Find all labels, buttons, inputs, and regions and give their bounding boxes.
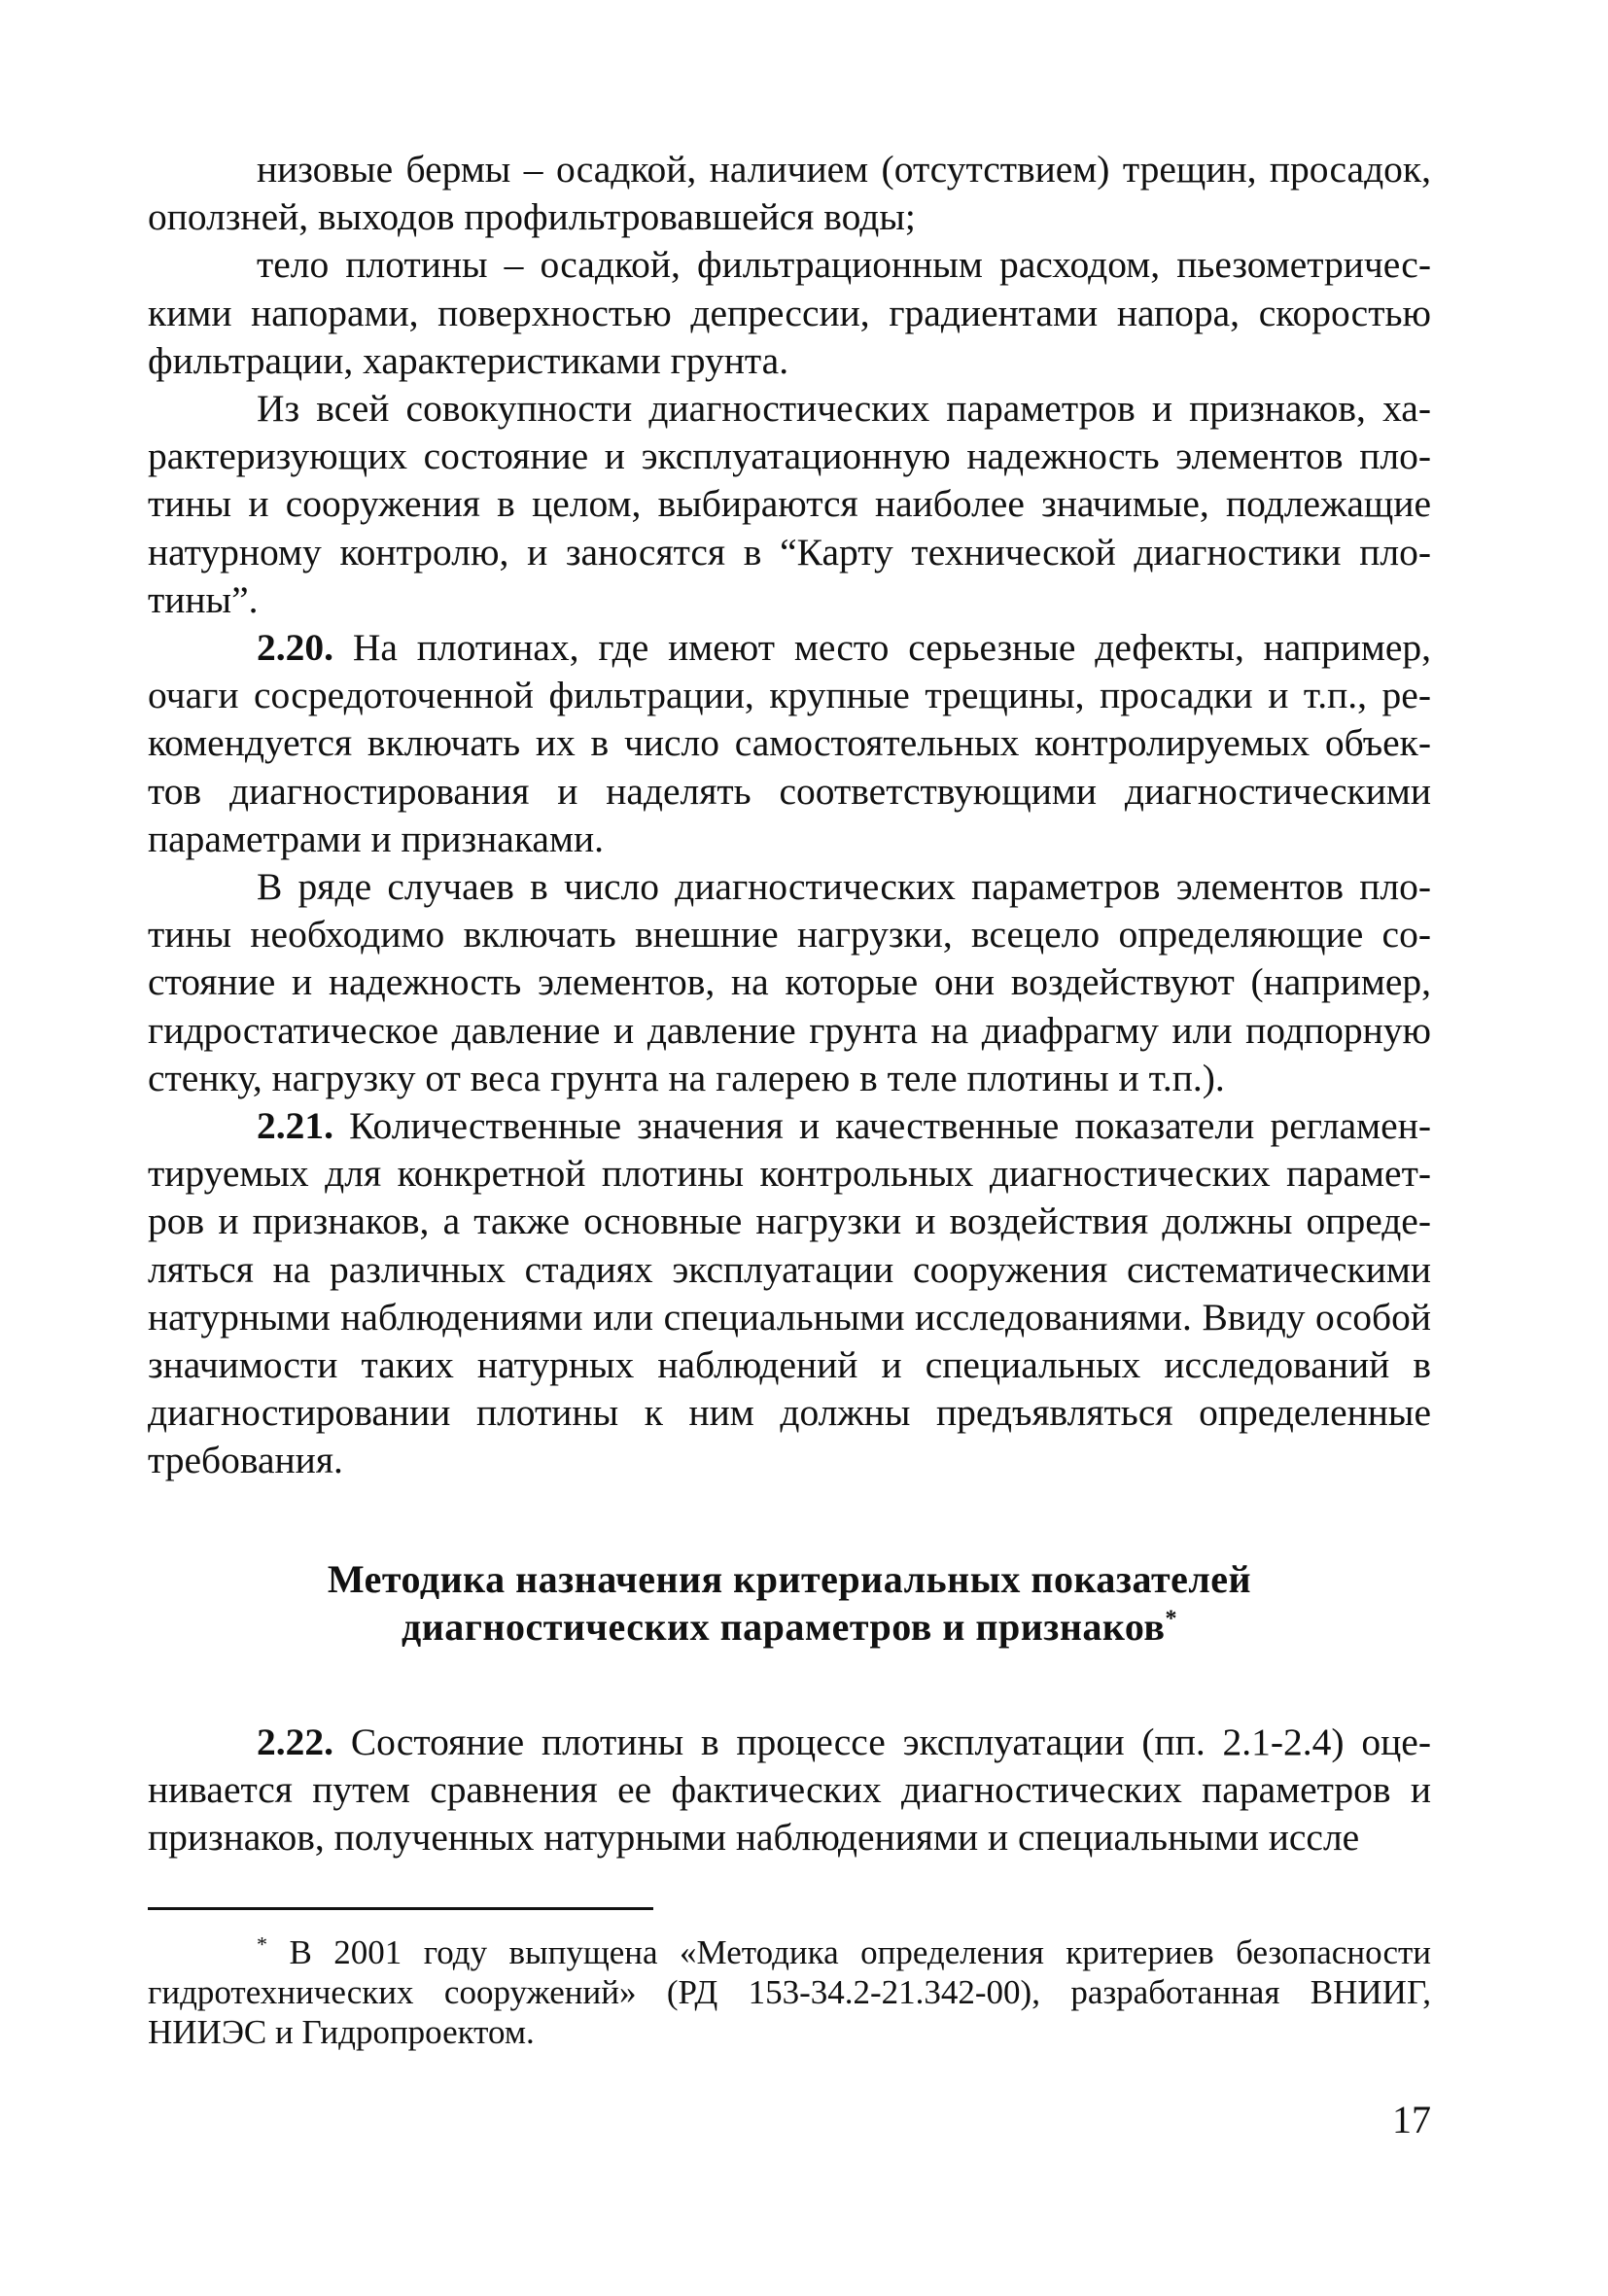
- paragraph-text: На плотинах, где имеют место серьезные дефекты, например, очаги сосредоточенной фильтрации, крупные трещины, просадки и т.п., рекомендуется включать их в число самостоятельных контролируемых объектов диагностирования и наделять соответствующими диагностическими параметрами и признаками.: [148, 626, 1431, 860]
- paragraph-dam-body: [148, 241, 1431, 385]
- footnote: [148, 1932, 1431, 2052]
- footnote-marker: *: [257, 1931, 267, 1957]
- section-heading-line-2: [148, 1603, 1431, 1651]
- paragraph-2-22: [148, 1719, 1431, 1862]
- section-heading-line-2-text: диагностических параметров и признаков: [401, 1604, 1166, 1649]
- clause-number: 2.22.: [257, 1720, 333, 1763]
- clause-number: 2.21.: [257, 1104, 333, 1148]
- paragraph-text: Количественные значения и качественные показатели регламентируемых для конкретной плотины контрольных диагностических параметров и признаков, а также основные нагрузки и воздействия должны определяться на различных стадиях эксплуатации сооружения систематическими натурными наблюдениями или специальными исследованиями. Ввиду особой значимости таких натурных наблюдений и специальных исследований в диагностировании плотины к ним должны предъявляться определенные требования.: [148, 1104, 1431, 1482]
- section-heading: [148, 1555, 1431, 1651]
- paragraph-text: Из всей совокупности диагностических параметров и признаков, характеризующих состояние и эксплуатационную надежность элементов плотины и сооружения в целом, выбираются наиболее значимые, подлежащие натурному контролю, и заносятся в “Карту технической диагностики плотины”.: [148, 387, 1431, 621]
- paragraph-text: В ряде случаев в число диагностических параметров элементов плотины необходимо включать внешние нагрузки, всецело определяющие состояние и надежность элементов, на которые они воздействуют (например, гидростатическое давление и давление грунта на диафрагму или подпорную стенку, нагрузку от веса грунта на галерею в теле плотины и т.п.).: [148, 865, 1431, 1099]
- footnote-divider: [148, 1907, 653, 1910]
- paragraph-downstream-berms: [148, 146, 1431, 241]
- paragraph-2-21: [148, 1102, 1431, 1485]
- paragraph-2-20: [148, 624, 1431, 863]
- section-heading-line-1: Методика назначения критериальных показателей: [327, 1556, 1252, 1601]
- paragraph-text: низовые бермы – осадкой, наличием (отсутствием) трещин, просадок, оползней, выходов профильтровавшейся воды;: [148, 148, 1431, 239]
- footnote-reference-marker: *: [1165, 1606, 1177, 1632]
- paragraph-diagnostic-selection: [148, 385, 1431, 624]
- paragraph-text: тело плотины – осадкой, фильтрационным расходом, пьезометрическими напорами, поверхностью депрессии, градиентами напора, скоростью фильтрации, характеристиками грунта.: [148, 243, 1431, 382]
- paragraph-text: Состояние плотины в процессе эксплуатации (пп. 2.1-2.4) оценивается путем сравнения ее фактических диагностических параметров и признаков, полученных натурными наблюдениями и специальными иссле: [148, 1720, 1431, 1860]
- page-body: [148, 146, 1431, 1861]
- footnote-text: В 2001 году выпущена «Методика определения критериев безопасности гидротехнических сооружений» (РД 153-34.2-21.342-00), разработанная ВНИИГ, НИИЭС и Гидропроектом.: [148, 1933, 1431, 2051]
- page-number: 17: [1392, 2098, 1431, 2141]
- paragraph-external-loads: [148, 863, 1431, 1102]
- clause-number: 2.20.: [257, 626, 333, 670]
